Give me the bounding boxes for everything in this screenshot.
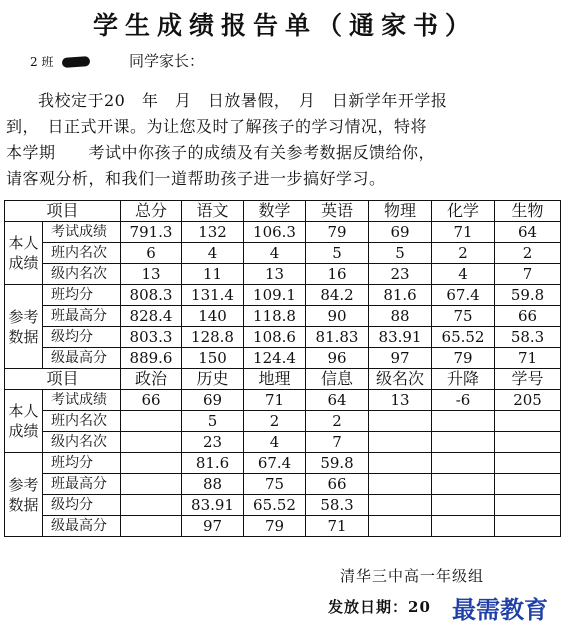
table-cell: 64 bbox=[306, 390, 369, 411]
table-cell: 106.3 bbox=[244, 222, 306, 243]
table-cell: 88 bbox=[182, 474, 244, 495]
column-header: 总分 bbox=[121, 201, 182, 222]
table-cell: 13 bbox=[369, 390, 432, 411]
row-label: 考试成绩 bbox=[43, 390, 121, 411]
row-group-label: 本人成绩 bbox=[5, 390, 43, 453]
table-cell: 81.6 bbox=[182, 453, 244, 474]
table-cell: 58.3 bbox=[495, 327, 561, 348]
row-label: 班内名次 bbox=[43, 411, 121, 432]
row-label: 级内名次 bbox=[43, 432, 121, 453]
table-cell: 79 bbox=[244, 516, 306, 537]
column-header: 政治 bbox=[121, 369, 182, 390]
row-group-label: 参考数据 bbox=[5, 285, 43, 369]
table-cell: 71 bbox=[432, 222, 495, 243]
intro-line: 我校定于20 年 月 日放暑假， 月 日新学年开学报 bbox=[38, 91, 448, 110]
table-row bbox=[5, 453, 561, 474]
table-cell: 59.8 bbox=[306, 453, 369, 474]
row-group-label: 本人成绩 bbox=[5, 222, 43, 285]
table-row bbox=[5, 390, 561, 411]
table-cell: 205 bbox=[495, 390, 561, 411]
class-label: 2 班 bbox=[30, 55, 54, 69]
table-cell: 4 bbox=[244, 243, 306, 264]
table-cell: 65.52 bbox=[432, 327, 495, 348]
issue-date: 发放日期：20 bbox=[328, 598, 431, 616]
column-header: 学号 bbox=[495, 369, 561, 390]
table-row bbox=[5, 495, 561, 516]
table-cell: 66 bbox=[121, 390, 182, 411]
table-cell bbox=[369, 516, 432, 537]
table-cell: 889.6 bbox=[121, 348, 182, 369]
table-cell: 83.91 bbox=[369, 327, 432, 348]
intro-line: 本学期 考试中你孩子的成绩及有关参考数据反馈给你， bbox=[6, 143, 436, 162]
table-cell: 75 bbox=[432, 306, 495, 327]
table-cell: 4 bbox=[432, 264, 495, 285]
table-cell: 23 bbox=[182, 432, 244, 453]
table-cell bbox=[121, 516, 182, 537]
table-row bbox=[5, 348, 561, 369]
table-cell: 6 bbox=[121, 243, 182, 264]
table-cell: 7 bbox=[495, 264, 561, 285]
column-header: 生物 bbox=[495, 201, 561, 222]
corner-header: 项目 bbox=[5, 369, 121, 390]
table-cell: 16 bbox=[306, 264, 369, 285]
table-cell: 13 bbox=[121, 264, 182, 285]
table-cell bbox=[432, 411, 495, 432]
table-cell: 23 bbox=[369, 264, 432, 285]
table-cell bbox=[495, 453, 561, 474]
table-cell: 4 bbox=[244, 432, 306, 453]
table-cell: 96 bbox=[306, 348, 369, 369]
column-header: 级名次 bbox=[369, 369, 432, 390]
table-cell bbox=[369, 432, 432, 453]
column-header: 升降 bbox=[432, 369, 495, 390]
row-group-label: 参考数据 bbox=[5, 453, 43, 537]
intro-line: 到， 日正式开课。为让您及时了解孩子的学习情况，特将 bbox=[6, 117, 428, 136]
column-header: 英语 bbox=[306, 201, 369, 222]
table-cell: 131.4 bbox=[182, 285, 244, 306]
grades-table bbox=[4, 200, 561, 537]
table-cell: 90 bbox=[306, 306, 369, 327]
salutation: 同学家长： bbox=[129, 52, 205, 70]
table-cell: 132 bbox=[182, 222, 244, 243]
table-cell: 808.3 bbox=[121, 285, 182, 306]
table-cell: 65.52 bbox=[244, 495, 306, 516]
table-cell: 11 bbox=[182, 264, 244, 285]
table-cell: -6 bbox=[432, 390, 495, 411]
table-row bbox=[5, 516, 561, 537]
table-row bbox=[5, 264, 561, 285]
table-cell: 97 bbox=[369, 348, 432, 369]
table-cell bbox=[369, 474, 432, 495]
table-cell bbox=[495, 516, 561, 537]
table-cell bbox=[495, 474, 561, 495]
column-header: 信息 bbox=[306, 369, 369, 390]
table-cell: 128.8 bbox=[182, 327, 244, 348]
table-cell: 84.2 bbox=[306, 285, 369, 306]
corner-header: 项目 bbox=[5, 201, 121, 222]
column-header: 化学 bbox=[432, 201, 495, 222]
table-row bbox=[5, 306, 561, 327]
row-label: 班均分 bbox=[43, 453, 121, 474]
row-label: 班均分 bbox=[43, 285, 121, 306]
table-cell: 5 bbox=[369, 243, 432, 264]
table-cell: 803.3 bbox=[121, 327, 182, 348]
column-header: 语文 bbox=[182, 201, 244, 222]
table-cell bbox=[432, 516, 495, 537]
row-label: 班最高分 bbox=[43, 474, 121, 495]
table-cell: 4 bbox=[182, 243, 244, 264]
table-cell: 81.6 bbox=[369, 285, 432, 306]
table-cell bbox=[369, 495, 432, 516]
table-row bbox=[5, 243, 561, 264]
table-cell: 71 bbox=[306, 516, 369, 537]
table-cell bbox=[432, 432, 495, 453]
row-label: 级均分 bbox=[43, 327, 121, 348]
table-cell: 75 bbox=[244, 474, 306, 495]
row-label: 级最高分 bbox=[43, 348, 121, 369]
table-cell: 71 bbox=[495, 348, 561, 369]
table-row bbox=[5, 411, 561, 432]
table-cell: 67.4 bbox=[244, 453, 306, 474]
table-cell bbox=[121, 453, 182, 474]
table-cell: 5 bbox=[306, 243, 369, 264]
table-cell bbox=[121, 411, 182, 432]
header-row bbox=[5, 369, 561, 390]
table-cell bbox=[121, 474, 182, 495]
table-cell bbox=[432, 495, 495, 516]
table-cell: 66 bbox=[306, 474, 369, 495]
header-row bbox=[5, 201, 561, 222]
table-cell: 5 bbox=[182, 411, 244, 432]
row-label: 班内名次 bbox=[43, 243, 121, 264]
table-cell bbox=[432, 474, 495, 495]
intro-paragraph bbox=[6, 88, 554, 192]
column-header: 数学 bbox=[244, 201, 306, 222]
table-cell: 67.4 bbox=[432, 285, 495, 306]
table-cell: 88 bbox=[369, 306, 432, 327]
table-cell: 69 bbox=[369, 222, 432, 243]
table-cell bbox=[369, 411, 432, 432]
page-title: 学生成绩报告单（通家书） bbox=[92, 11, 477, 40]
column-header: 历史 bbox=[182, 369, 244, 390]
table-cell: 69 bbox=[182, 390, 244, 411]
table-cell: 71 bbox=[244, 390, 306, 411]
table-cell bbox=[369, 453, 432, 474]
table-cell: 59.8 bbox=[495, 285, 561, 306]
table-cell: 79 bbox=[432, 348, 495, 369]
table-cell: 81.83 bbox=[306, 327, 369, 348]
table-row bbox=[5, 474, 561, 495]
greeting-line bbox=[30, 50, 204, 74]
watermark-logo: 最需教育 bbox=[452, 596, 548, 624]
table-cell: 7 bbox=[306, 432, 369, 453]
table-cell: 79 bbox=[306, 222, 369, 243]
table-cell bbox=[432, 453, 495, 474]
table-cell: 97 bbox=[182, 516, 244, 537]
table-cell bbox=[121, 432, 182, 453]
table-cell: 64 bbox=[495, 222, 561, 243]
table-cell: 2 bbox=[495, 243, 561, 264]
intro-line: 请客观分析，和我们一道帮助孩子进一步搞好学习。 bbox=[6, 169, 386, 188]
table-cell: 828.4 bbox=[121, 306, 182, 327]
table-cell: 83.91 bbox=[182, 495, 244, 516]
table-cell bbox=[121, 495, 182, 516]
table-cell: 109.1 bbox=[244, 285, 306, 306]
table-cell: 58.3 bbox=[306, 495, 369, 516]
table-cell: 2 bbox=[306, 411, 369, 432]
table-cell: 140 bbox=[182, 306, 244, 327]
table-cell bbox=[495, 495, 561, 516]
row-label: 级内名次 bbox=[43, 264, 121, 285]
table-cell: 2 bbox=[244, 411, 306, 432]
column-header: 地理 bbox=[244, 369, 306, 390]
table-cell bbox=[495, 411, 561, 432]
table-row bbox=[5, 222, 561, 243]
signature: 清华三中高一年级组 bbox=[340, 567, 485, 585]
table-cell: 124.4 bbox=[244, 348, 306, 369]
redacted-name bbox=[62, 56, 91, 68]
row-label: 班最高分 bbox=[43, 306, 121, 327]
table-row bbox=[5, 432, 561, 453]
table-cell: 2 bbox=[432, 243, 495, 264]
table-row bbox=[5, 327, 561, 348]
column-header: 物理 bbox=[369, 201, 432, 222]
table-cell: 118.8 bbox=[244, 306, 306, 327]
row-label: 级最高分 bbox=[43, 516, 121, 537]
table-cell bbox=[495, 432, 561, 453]
table-cell: 150 bbox=[182, 348, 244, 369]
table-row bbox=[5, 285, 561, 306]
table-cell: 791.3 bbox=[121, 222, 182, 243]
table-cell: 108.6 bbox=[244, 327, 306, 348]
table-cell: 66 bbox=[495, 306, 561, 327]
table-cell: 13 bbox=[244, 264, 306, 285]
row-label: 考试成绩 bbox=[43, 222, 121, 243]
row-label: 级均分 bbox=[43, 495, 121, 516]
